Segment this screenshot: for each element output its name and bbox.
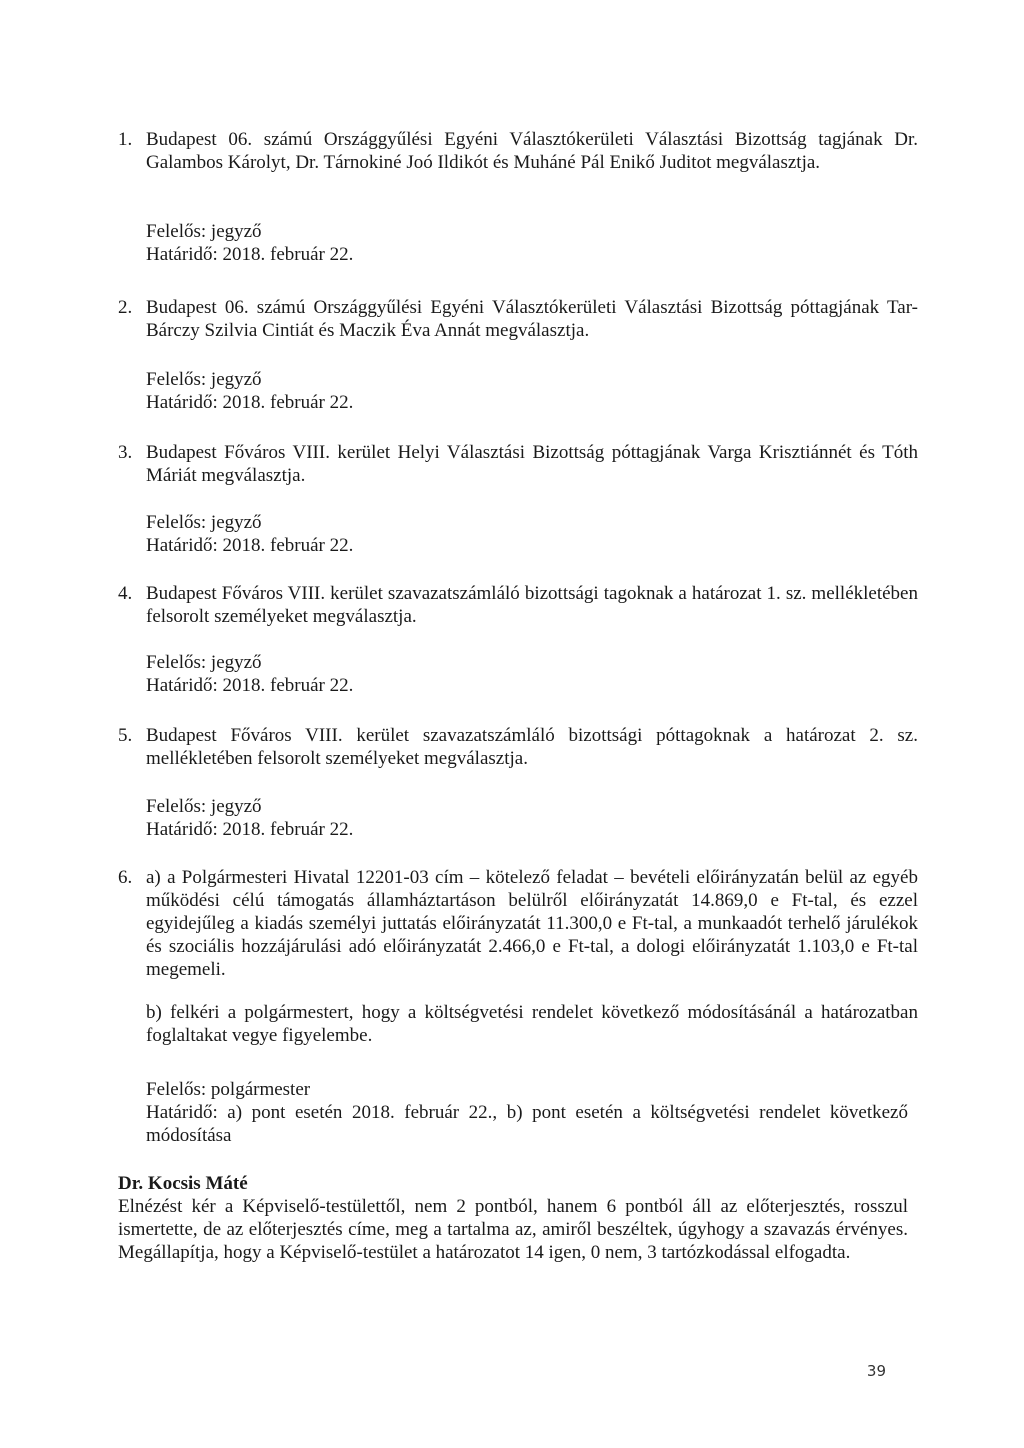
item-1-meta: [146, 220, 846, 266]
item-3-meta: [146, 511, 846, 557]
item-text: Budapest Főváros VIII. kerület szavazatszámláló bizottsági póttagoknak a határozat 2. sz. mellékletében felsorolt személyeket megválasztja.: [146, 725, 918, 769]
resolution-item-6: [118, 866, 918, 1047]
responsible: Felelős: jegyző: [146, 369, 262, 390]
item-number: 3.: [118, 442, 133, 463]
resolution-item-2: [118, 296, 918, 342]
item-2-meta: [146, 368, 846, 414]
deadline: Határidő: 2018. február 22.: [146, 392, 354, 413]
item-4-meta: [146, 651, 846, 697]
responsible: Felelős: jegyző: [146, 796, 262, 817]
item-text-a: a) a Polgármesteri Hivatal 12201-03 cím – kötelező feladat – bevételi előirányzatán belül az egyéb működési célú támogatás államháztartáson belülről előirányzatát 14.869,0 e Ft-tal, és ezzel egyidejűleg a kiadás személyi juttatás előirányzatát 11.300,0 e Ft-tal, a munkaadót terhelő járulékok és szociális hozzájárulási adó előirányzatát 2.466,0 e Ft-tal, a dologi előirányzatát 1.103,0 e Ft-tal megemeli.: [146, 867, 918, 980]
item-number: 1.: [118, 129, 133, 150]
item-text: Budapest 06. számú Országgyűlési Egyéni Választókerületi Választási Bizottság tagjának Dr. Galambos Károlyt, Dr. Tárnokiné Joó Ildikót és Muháné Pál Enikő Juditot megválasztja.: [146, 129, 918, 173]
deadline: Határidő: 2018. február 22.: [146, 675, 354, 696]
deadline: Határidő: 2018. február 22.: [146, 819, 354, 840]
speaker-name: Dr. Kocsis Máté: [118, 1173, 248, 1194]
responsible: Felelős: jegyző: [146, 652, 262, 673]
item-5-meta: [146, 795, 846, 841]
page-number: 39: [866, 1362, 886, 1380]
item-number: 6.: [118, 867, 133, 888]
item-text-b: b) felkéri a polgármestert, hogy a költségvetési rendelet következő módosításánál a határozatban foglaltakat vegye figyelembe.: [146, 1002, 918, 1046]
deadline: Határidő: a) pont esetén 2018. február 22., b) pont esetén a költségvetési rendelet következő módosítása: [146, 1102, 908, 1146]
responsible: Felelős: polgármester: [146, 1079, 311, 1100]
item-number: 4.: [118, 583, 133, 604]
resolution-item-3: [118, 441, 918, 487]
item-number: 5.: [118, 725, 133, 746]
responsible: Felelős: jegyző: [146, 512, 262, 533]
speaker-block: [118, 1172, 908, 1264]
responsible: Felelős: jegyző: [146, 221, 262, 242]
item-text: Budapest Főváros VIII. kerület szavazatszámláló bizottsági tagoknak a határozat 1. sz. mellékletében felsorolt személyeket megválasztja.: [146, 583, 918, 627]
item-text: Budapest 06. számú Országgyűlési Egyéni Választókerületi Választási Bizottság póttagjának Tar-Bárczy Szilvia Cintiát és Maczik Éva Annát megválasztja.: [146, 297, 918, 341]
deadline: Határidő: 2018. február 22.: [146, 535, 354, 556]
deadline: Határidő: 2018. február 22.: [146, 244, 354, 265]
item-text: Budapest Főváros VIII. kerület Helyi Választási Bizottság póttagjának Varga Krisztiánnét és Tóth Máriát megválasztja.: [146, 442, 918, 486]
item-number: 2.: [118, 297, 133, 318]
resolution-item-4: [118, 582, 918, 628]
resolution-item-5: [118, 724, 918, 770]
resolution-item-1: [118, 128, 918, 174]
item-6-meta: [146, 1078, 908, 1147]
speaker-text: Elnézést kér a Képviselő-testülettől, nem 2 pontból, hanem 6 pontból áll az előterjesztés, rosszul ismertette, de az előterjesztés címe, meg a tartalma az, amiről beszéltek, úgyhogy a szavazás érvényes. Megállapítja, hogy a Képviselő-testület a határozatot 14 igen, 0 nem, 3 tartózkodással elfogadta.: [118, 1196, 908, 1263]
